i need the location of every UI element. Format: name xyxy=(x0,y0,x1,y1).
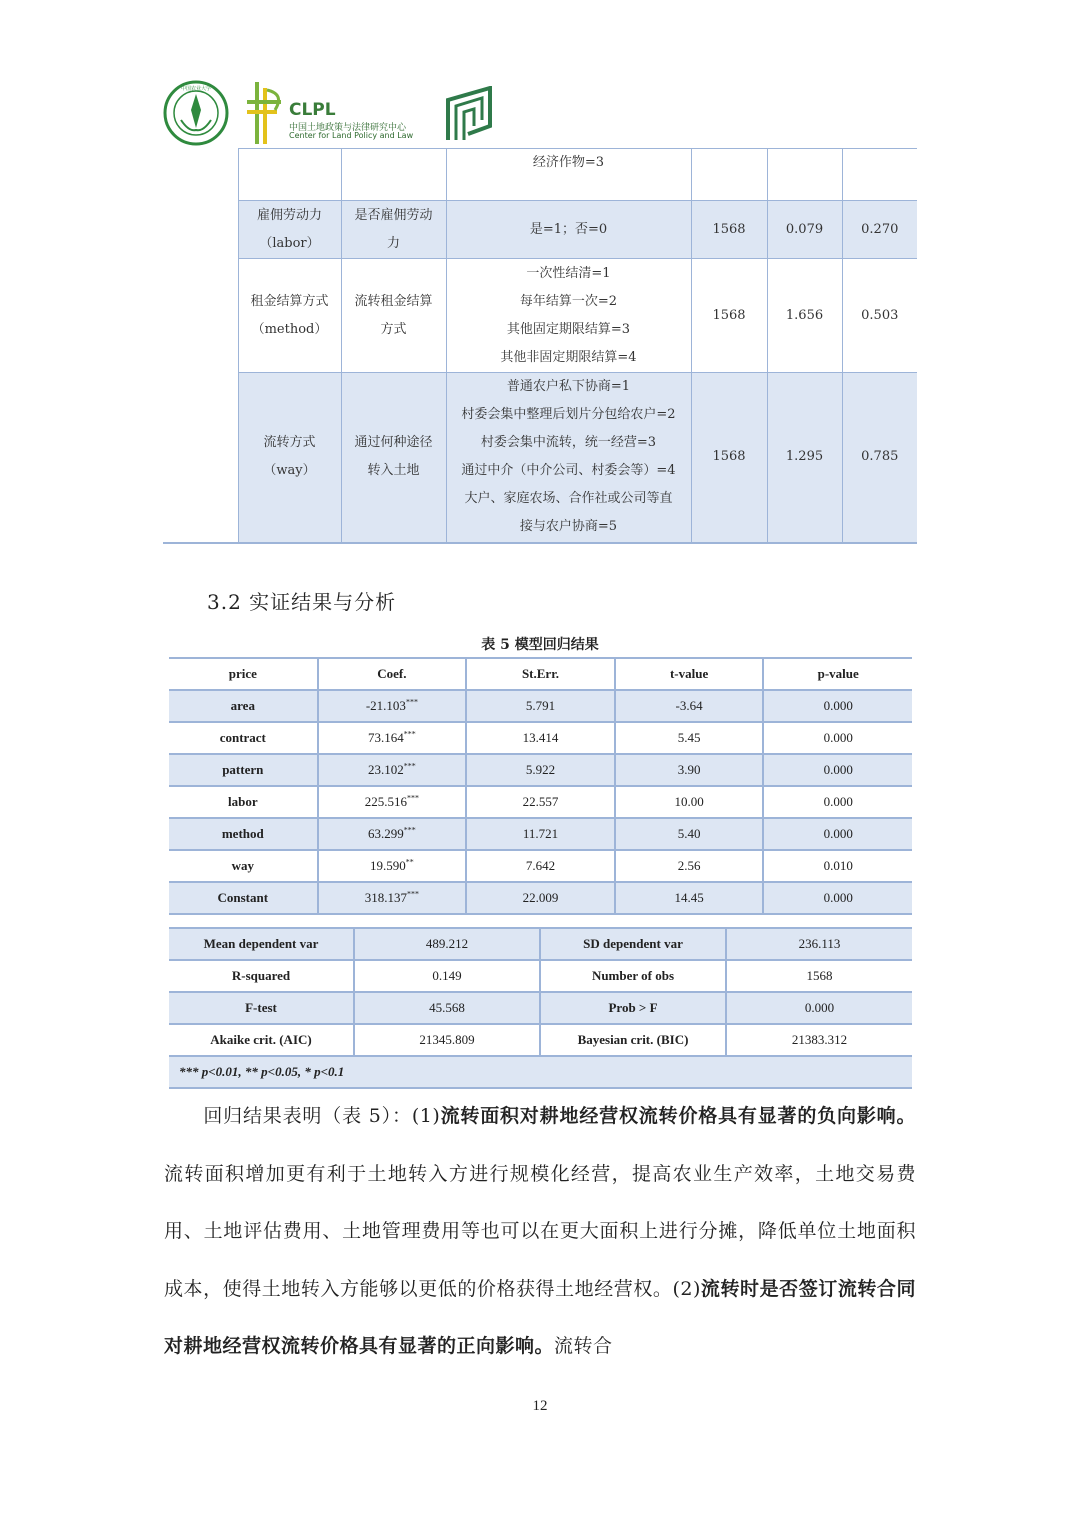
coef-cell: 63.299*** xyxy=(318,818,467,850)
stat-value: 489.212 xyxy=(354,928,540,960)
t-cell: 3.90 xyxy=(615,754,764,786)
regression-table xyxy=(169,657,912,915)
para-text: 流转面积增加更有利于土地转入方进行规模化经营，提高农业生产效率，土地交易费用、土地评估费用、土地管理费用等也可以在更大面积上进行分摊，降低单位土地面积成本，使得土地转入方能够以更低的价格获得土地经营权。(2) xyxy=(164,1162,916,1300)
variable-name: 流转方式 （way） xyxy=(238,373,341,543)
coef-cell: 318.137*** xyxy=(318,882,467,914)
variable-name: 租金结算方式 （method） xyxy=(238,259,341,373)
univ-logo-text: 中国农业大学 xyxy=(180,86,212,92)
clpl-cn-name: 中国土地政策与法律研究中心 xyxy=(289,123,407,133)
table-row xyxy=(169,818,912,850)
var-name: labor xyxy=(169,786,318,818)
obs-cell: 1568 xyxy=(691,201,767,259)
table-row xyxy=(169,882,912,914)
variable-desc: 是否雇佣劳动 力 xyxy=(341,201,446,259)
t-cell: 5.45 xyxy=(615,722,764,754)
se-cell: 13.414 xyxy=(466,722,615,754)
var-name: area xyxy=(169,690,318,722)
mean-cell: 0.079 xyxy=(767,201,842,259)
table-row xyxy=(169,960,912,992)
col-header: Coef. xyxy=(318,658,467,690)
p-cell: 0.000 xyxy=(763,690,912,722)
se-cell: 22.557 xyxy=(466,786,615,818)
table-row xyxy=(169,754,912,786)
col-header: price xyxy=(169,658,318,690)
page-number: 12 xyxy=(532,1398,548,1414)
var-name: Constant xyxy=(169,882,318,914)
se-cell: 7.642 xyxy=(466,850,615,882)
stat-value: 1568 xyxy=(726,960,912,992)
coef-cell: 73.164*** xyxy=(318,722,467,754)
stat-value: 0.149 xyxy=(354,960,540,992)
t-cell: 2.56 xyxy=(615,850,764,882)
clpl-en-name: Center for Land Policy and Law xyxy=(289,131,414,140)
table-row xyxy=(169,850,912,882)
stat-label: F-test xyxy=(169,992,354,1024)
para-text: 回归结果表明（表 5）：(1) xyxy=(203,1105,441,1127)
stat-value: 45.568 xyxy=(354,992,540,1024)
sd-cell: 0.270 xyxy=(842,201,917,259)
p-cell: 0.000 xyxy=(763,722,912,754)
clpl-title: CLPL xyxy=(289,100,336,120)
obs-cell: 1568 xyxy=(691,373,767,543)
para-bold-finding-2: 流转时是否签订流转合同对耕地经营权流转价格具有显著的正向影响。 xyxy=(164,1277,916,1357)
p-cell: 0.000 xyxy=(763,818,912,850)
stat-value: 21383.312 xyxy=(726,1024,912,1056)
variable-name xyxy=(238,201,341,259)
stat-label: Bayesian crit. (BIC) xyxy=(540,1024,726,1056)
para-bold-finding-1: 流转面积对耕地经营权流转价格具有显著的负向影响。 xyxy=(440,1105,916,1127)
variable-name-cn: 雇佣劳动力 xyxy=(256,207,322,223)
table-row xyxy=(163,373,917,543)
p-cell: 0.010 xyxy=(763,850,912,882)
definition-cell xyxy=(446,149,691,201)
variable-desc: 通过何种途径 转入土地 xyxy=(341,373,446,543)
t-cell: 10.00 xyxy=(615,786,764,818)
variable-table xyxy=(163,148,917,544)
definition-line: 经济作物=3 xyxy=(532,155,605,170)
table-row xyxy=(169,690,912,722)
definition-cell: 是=1；否=0 xyxy=(446,201,691,259)
para-text: 流转合 xyxy=(554,1335,613,1357)
col-header: p-value xyxy=(763,658,912,690)
table-row xyxy=(169,722,912,754)
col-header: St.Err. xyxy=(466,658,615,690)
se-cell: 5.791 xyxy=(466,690,615,722)
coef-cell: 225.516*** xyxy=(318,786,467,818)
var-name: pattern xyxy=(169,754,318,786)
col-header: t-value xyxy=(615,658,764,690)
stat-label: Akaike crit. (AIC) xyxy=(169,1024,354,1056)
variable-desc: 流转租金结算 方式 xyxy=(341,259,446,373)
stat-label: SD dependent var xyxy=(540,928,726,960)
header-logos xyxy=(163,78,923,150)
stat-label: Number of obs xyxy=(540,960,726,992)
table-row xyxy=(163,259,917,373)
coef-cell: -21.103*** xyxy=(318,690,467,722)
table-row xyxy=(163,149,917,201)
mean-cell: 1.295 xyxy=(767,373,842,543)
significance-note: *** p<0.01, ** p<0.05, * p<0.1 xyxy=(169,1056,912,1088)
table-caption: 表 5 模型回归结果 xyxy=(481,637,599,653)
var-name: way xyxy=(169,850,318,882)
variable-name-en: （labor） xyxy=(259,235,320,251)
t-cell: 5.40 xyxy=(615,818,764,850)
p-cell: 0.000 xyxy=(763,786,912,818)
p-cell: 0.000 xyxy=(763,882,912,914)
var-name: contract xyxy=(169,722,318,754)
stat-label: Mean dependent var xyxy=(169,928,354,960)
table-row xyxy=(163,201,917,259)
university-logo-icon xyxy=(163,80,229,146)
coef-cell: 23.102*** xyxy=(318,754,467,786)
sd-cell: 0.785 xyxy=(842,373,917,543)
p-cell: 0.000 xyxy=(763,754,912,786)
summary-stats-table xyxy=(169,927,912,1089)
se-cell: 11.721 xyxy=(466,818,615,850)
section-heading: 3.2 实证结果与分析 xyxy=(207,590,397,614)
t-cell: -3.64 xyxy=(615,690,764,722)
stat-label: R-squared xyxy=(169,960,354,992)
obs-cell: 1568 xyxy=(691,259,767,373)
definition-cell: 普通农户私下协商=1 村委会集中整理后划片分包给农户=2 村委会集中流转，统一经营=3 通过中介（中介公司、村委会等）=4 大户、家庭农场、合作社或公司等直 接与农户协商=5 xyxy=(446,373,691,543)
stat-label: Prob > F xyxy=(540,992,726,1024)
clpl-logo xyxy=(245,80,425,146)
table-header-row xyxy=(169,658,912,690)
stat-value: 0.000 xyxy=(726,992,912,1024)
mean-cell: 1.656 xyxy=(767,259,842,373)
sd-cell: 0.503 xyxy=(842,259,917,373)
definition-cell: 一次性结清=1 每年结算一次=2 其他固定期限结算=3 其他非固定期限结算=4 xyxy=(446,259,691,373)
se-cell: 5.922 xyxy=(466,754,615,786)
body-paragraph xyxy=(164,1088,916,1376)
coef-cell: 19.590** xyxy=(318,850,467,882)
building-logo-icon xyxy=(446,86,492,142)
clpl-mark-icon xyxy=(245,80,287,146)
table-row xyxy=(169,992,912,1024)
stat-value: 21345.809 xyxy=(354,1024,540,1056)
t-cell: 14.45 xyxy=(615,882,764,914)
stat-value: 236.113 xyxy=(726,928,912,960)
var-name: method xyxy=(169,818,318,850)
table-row xyxy=(169,928,912,960)
table-row xyxy=(169,1056,912,1088)
table-row xyxy=(169,1024,912,1056)
se-cell: 22.009 xyxy=(466,882,615,914)
table-row xyxy=(169,786,912,818)
